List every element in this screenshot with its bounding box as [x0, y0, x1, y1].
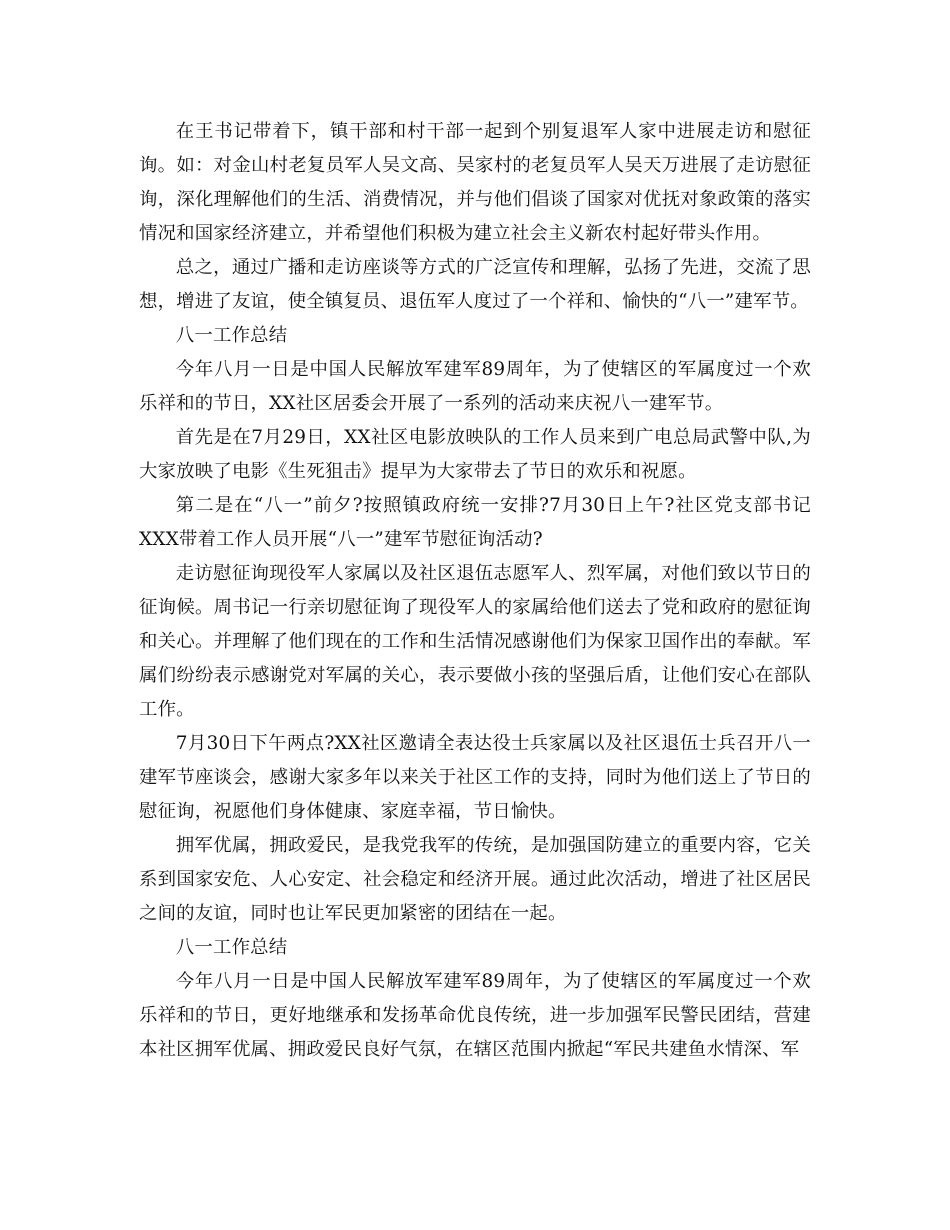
paragraph-4: 首先是在7月29日，XX社区电影放映队的工作人员来到广电总局武警中队,为大家放映了电影《生死狙击》提早为大家带去了节日的欢乐和祝愿。: [139, 427, 811, 482]
section-heading-1: 八一工作总结: [175, 325, 288, 346]
paragraph-2: 总之，通过广播和走访座谈等方式的广泛宣传和理解，弘扬了先进，交流了思想，增进了友谊，使全镇复员、退伍军人度过了一个祥和、愉快的“八一”建军节。: [139, 257, 811, 312]
paragraph-1: 在王书记带着下，镇干部和村干部一起到个别复退军人家中进展走访和慰征询。如：对金山村老复员军人吴文高、吴家村的老复员军人吴天万进展了走访慰征询，深化理解他们的生活、消费情况，并与他们倡谈了国家对优抚对象政策的落实情况和国家经济建立，并希望他们积极为建立社会主义新农村起好带头作用。: [139, 121, 811, 244]
document-body: [139, 115, 811, 1067]
paragraph-6: 走访慰征询现役军人家属以及社区退伍志愿军人、烈军属，对他们致以节日的征询候。周书记一行亲切慰征询了现役军人的家属给他们送去了党和政府的慰征询和关心。并理解了他们现在的工作和生活情况感谢他们为保家卫国作出的奉献。军属们纷纷表示感谢党对军属的关心，表示要做小孩的坚强后盾，让他们安心在部队工作。: [139, 563, 811, 720]
paragraph-3: 今年八月一日是中国人民解放军建军89周年，为了使辖区的军属度过一个欢乐祥和的节日，XX社区居委会开展了一系列的活动来庆祝八一建军节。: [139, 359, 811, 414]
paragraph-9: 今年八月一日是中国人民解放军建军89周年，为了使辖区的军属度过一个欢乐祥和的节日，更好地继承和发扬革命优良传统，进一步加强军民警民团结，营建本社区拥军优属、拥政爱民良好气氛，在辖区范围内掀起“军民共建鱼水情深、军: [139, 971, 811, 1060]
paragraph-8: 拥军优属，拥政爱民，是我党我军的传统，是加强国防建立的重要内容，它关系到国家安危、人心安定、社会稳定和经济开展。通过此次活动，增进了社区居民之间的友谊，同时也让军民更加紧密的团结在一起。: [139, 835, 811, 924]
paragraph-7: 7月30日下午两点?XX社区邀请全表达役士兵家属以及社区退伍士兵召开八一建军节座谈会，感谢大家多年以来关于社区工作的支持，同时为他们送上了节日的慰征询，祝愿他们身体健康、家庭幸福，节日愉快。: [139, 733, 811, 822]
section-heading-2: 八一工作总结: [175, 937, 288, 958]
paragraph-5: 第二是在“八一”前夕?按照镇政府统一安排?7月30日上午?社区党支部书记XXX带着工作人员开展“八一”建军节慰征询活动?: [139, 495, 811, 550]
